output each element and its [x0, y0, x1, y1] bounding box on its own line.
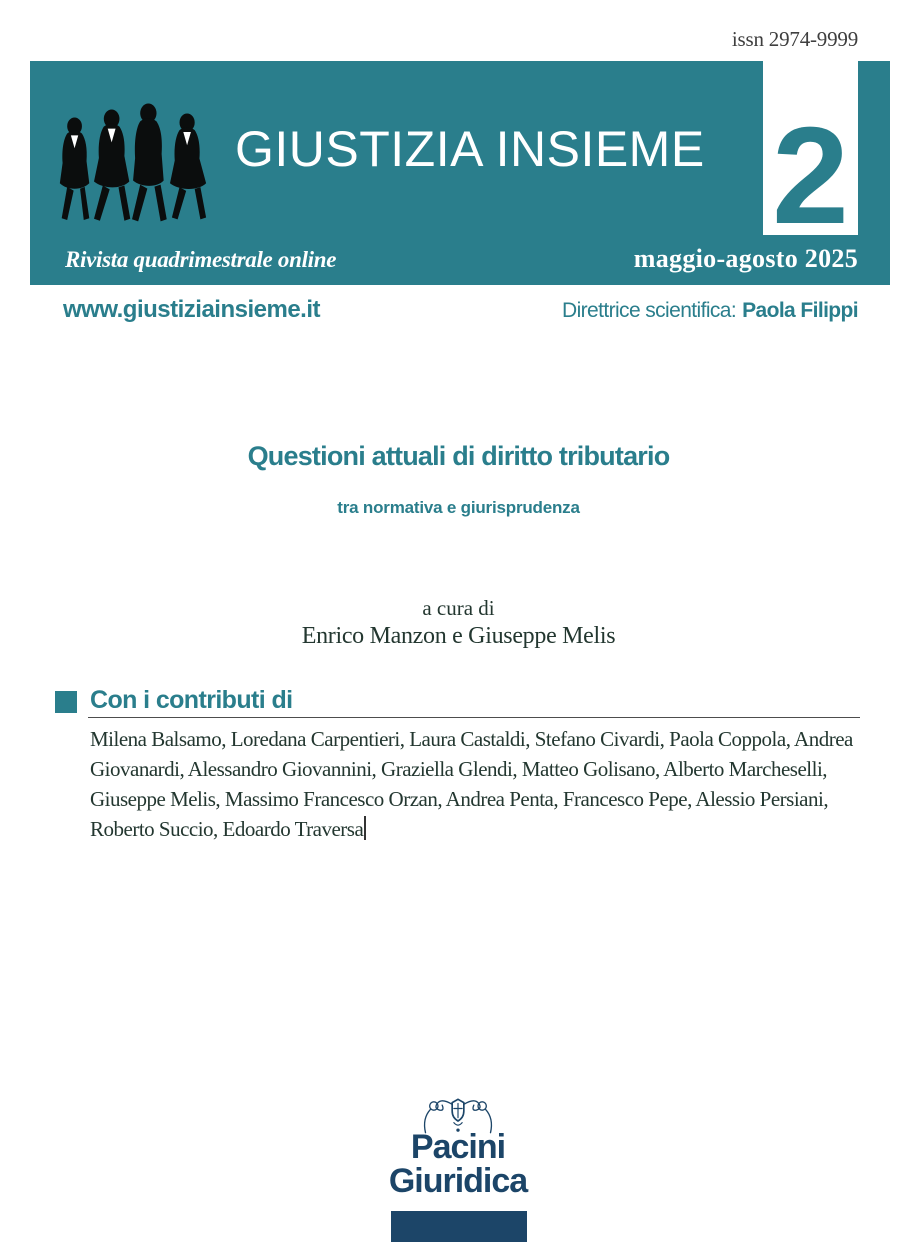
- issn-label: issn 2974-9999: [731, 27, 858, 51]
- journal-title: GIUSTIZIA INSIEME: [235, 121, 705, 177]
- issue-number: 2: [772, 99, 849, 254]
- edition-type-label: Rivista quadrimestrale online: [65, 247, 337, 272]
- publisher-name: [308, 1130, 608, 1198]
- text-cursor: [364, 816, 366, 840]
- band-bottom-row: [65, 244, 858, 274]
- director-label: Direttrice scientifica:: [562, 299, 737, 322]
- feature-title: Questioni attuali di diritto tributario: [247, 441, 670, 471]
- masthead-band: [30, 61, 890, 285]
- publisher-name-line1: Pacini: [410, 1128, 506, 1166]
- publisher-name-line2: Giuridica: [388, 1162, 528, 1200]
- contributors-list[interactable]: [90, 724, 862, 844]
- walking-judges-logo-icon: [58, 103, 216, 223]
- scientific-director: [562, 299, 858, 323]
- issue-period: maggio-agosto 2025: [633, 244, 858, 273]
- contributors-heading: Con i contributi di: [90, 686, 293, 714]
- contributors-names: Milena Balsamo, Loredana Carpentieri, Laura Castaldi, Stefano Civardi, Paola Coppola, Andrea Giovanardi, Alessandro Giovannini, Graziella Glendi, Matteo Golisano, Alberto Marcheselli, Giuseppe Melis, Massimo Francesco Orzan, Andrea Penta, Francesco Pepe, Alessio Persiani, Roberto Succio, Edoardo Traversa: [90, 727, 853, 841]
- masthead-sub-row: [63, 296, 858, 324]
- director-name: Paola Filippi: [742, 299, 858, 322]
- curated-by-label: a cura di: [422, 596, 495, 620]
- feature-subtitle: tra normativa e giurisprudenza: [337, 498, 580, 517]
- contributors-divider: [88, 717, 860, 718]
- publisher-footer-bar: [391, 1211, 527, 1242]
- website-link[interactable]: www.giustiziainsieme.it: [63, 296, 320, 323]
- issue-number-box: [763, 61, 858, 254]
- contributors-bullet-square: [55, 691, 77, 713]
- curators-names: Enrico Manzon e Giuseppe Melis: [301, 623, 616, 649]
